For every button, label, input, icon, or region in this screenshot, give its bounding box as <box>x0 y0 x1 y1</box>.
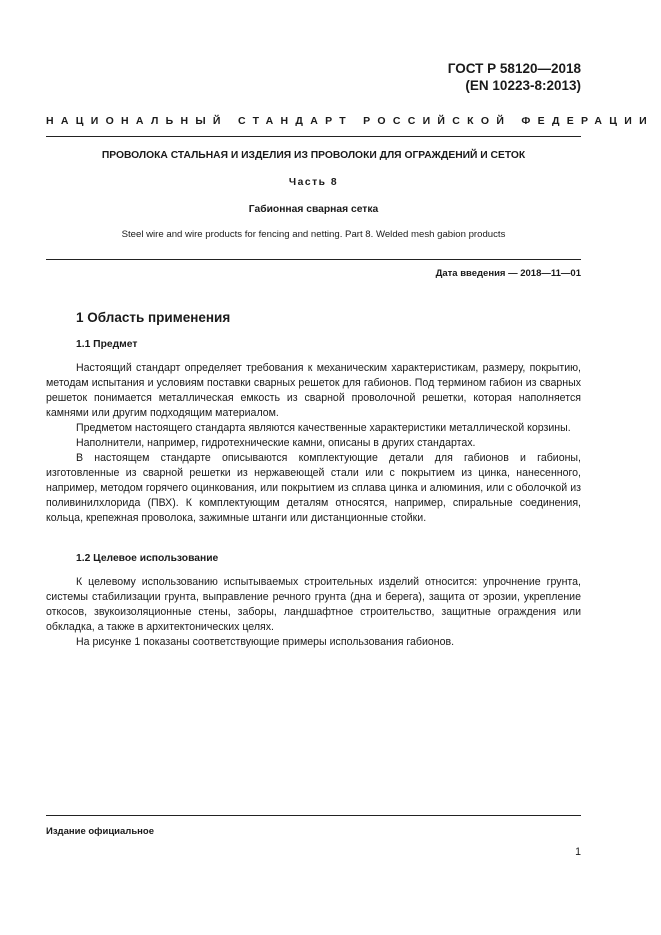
subsection-body <box>46 575 581 650</box>
section-heading: 1 Область применения <box>76 310 231 325</box>
part-number: Часть 8 <box>288 177 339 188</box>
introduction-date: Дата введения — 2018—11—01 <box>435 268 581 279</box>
paragraph: К целевому использованию испытываемых строительных изделий относится: упрочнение грунта, системы стабилизации грунта, выправление речного грунта (дна и берега), защита от эрозии, укрепление откосов, звукоизоляционные стены, заборы, ландшафтное строительство, защитные ограждения или обкладка, а также в архитектонических целях. <box>46 576 581 633</box>
document-title: ПРОВОЛОКА СТАЛЬНАЯ И ИЗДЕЛИЯ ИЗ ПРОВОЛОКИ ДЛЯ ОГРАЖДЕНИЙ И СЕТОК <box>101 150 526 161</box>
subsection-heading: 1.2 Целевое использование <box>76 553 219 564</box>
standard-designation <box>448 60 581 94</box>
paragraph: Наполнители, например, гидротехнические камни, описаны в других стандартах. <box>76 437 476 449</box>
national-standard-banner: НАЦИОНАЛЬНЫЙ СТАНДАРТ РОССИЙСКОЙ ФЕДЕРАЦИИ <box>46 115 654 127</box>
page-number: 1 <box>575 846 581 858</box>
standard-equivalent: (EN 10223-8:2013) <box>465 78 581 93</box>
subsection-body <box>46 361 581 526</box>
official-edition-label: Издание официальное <box>46 826 154 837</box>
document-subtitle: Габионная сварная сетка <box>248 204 379 215</box>
title-divider <box>46 259 581 260</box>
paragraph: Предметом настоящего стандарта являются качественные характеристики металлической корзины. <box>76 422 571 434</box>
paragraph: На рисунке 1 показаны соответствующие примеры использования габионов. <box>76 636 455 648</box>
standard-number: ГОСТ Р 58120—2018 <box>447 61 581 76</box>
banner-divider <box>46 136 581 137</box>
footer-divider <box>46 815 581 816</box>
paragraph: В настоящем стандарте описываются комплектующие детали для габионов и габионы, изготовленные из сварной решетки из нержавеющей стали или с покрытием из цинка, нанесенного, например, методом горячего оцинкования, или покрытием из сплава цинка и алюминия, или с оболочкой из поливинилхлорида (ПВХ). К комплектующим деталям относятся, например, спиральные соединения, кольца, крепежная проволока, зажимные штанги или дистанционные стойки. <box>46 452 581 524</box>
english-title: Steel wire and wire products for fencing and netting. Part 8. Welded mesh gabion products <box>121 229 506 240</box>
paragraph: Настоящий стандарт определяет требования к механическим характеристикам, размеру, покрытию, методам испытания и условиям поставки сварных решеток для габионов. Под термином габион из сварных решеток понимается металлическая емкость из сварной проволочной решетки, которая наполняется камнями или другим подходящим материалом. <box>46 362 581 419</box>
subsection-heading: 1.1 Предмет <box>76 339 138 350</box>
